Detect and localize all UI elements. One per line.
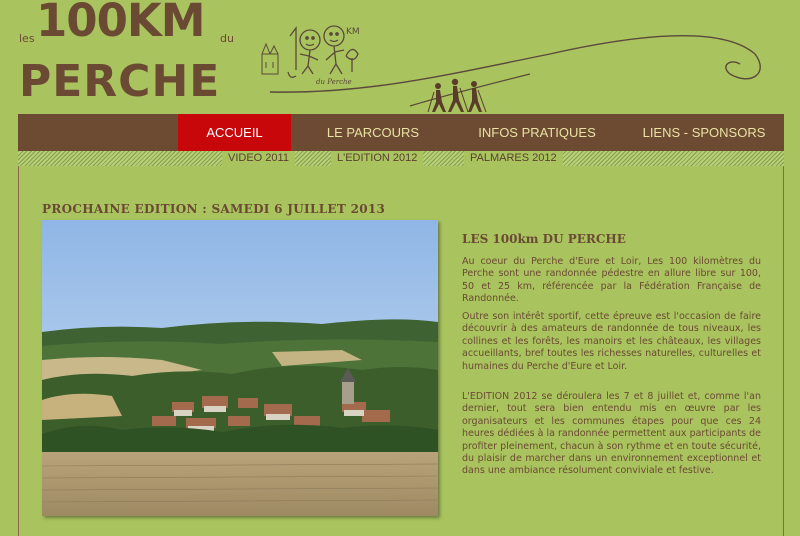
logo-du: du xyxy=(220,32,234,45)
main-nav xyxy=(18,114,784,151)
doodle-km-text: KM xyxy=(346,27,360,37)
subnav-item-video-2011[interactable]: VIDEO 2011 xyxy=(222,151,295,166)
doodle-signature-text: du Perche xyxy=(316,78,352,86)
nav-item-le-parcours[interactable]: LE PARCOURS xyxy=(326,125,420,140)
logo-les: les xyxy=(19,32,35,45)
nav-item-liens-sponsors[interactable]: LIENS - SPONSORS xyxy=(642,125,766,140)
walkers-doodle-icon xyxy=(250,14,770,114)
subnav-item-palmares-2012[interactable]: PALMARES 2012 xyxy=(464,151,563,166)
article-paragraph: Au coeur du Perche d'Eure et Loir, Les 100 kilomètres du Perche sont une randonnée pédestre en allure libre sur 100, 50 et 25 km, référencée par la Fédération Française de Randonnée. xyxy=(462,256,761,305)
article-paragraph: Outre son intérêt sportif, cette épreuve est l'occasion de faire découvrir à des amateurs de randonnée de tous niveaux, les collines et les forêts, les manoirs et les châteaux, les villages accueillants, bref toutes les richesses naturelles, culturelles et humaines du Perche d'Eure et Loir. xyxy=(462,311,761,372)
header xyxy=(0,0,800,114)
village-landscape-photo xyxy=(42,220,438,516)
article-title: LES 100km DU PERCHE xyxy=(462,232,626,246)
logo-100km[interactable]: 100KM xyxy=(36,0,205,47)
nav-item-accueil[interactable]: ACCUEIL xyxy=(178,114,291,151)
sub-nav xyxy=(18,151,784,166)
logo-perche[interactable]: PERCHE xyxy=(19,56,221,107)
next-edition-headline: PROCHAINE EDITION : SAMEDI 6 JUILLET 2013 xyxy=(42,202,386,216)
nav-item-infos-pratiques[interactable]: INFOS PRATIQUES xyxy=(478,125,596,140)
subnav-item-edition-2012[interactable]: L'EDITION 2012 xyxy=(331,151,423,166)
article-paragraph: L'EDITION 2012 se déroulera les 7 et 8 juillet et, comme l'an dernier, tout sera bien entendu mis en œuvre par les organisateurs et les communes étapes pour que ces 24 heures dédiées à la randonnée permettent aux participants de profiter pleinement, chacun à son rythme et en toute sécurité, du plaisir de marcher dans un environnement exceptionnel et dans une ambiance résolument conviviale et festive. xyxy=(462,391,761,477)
